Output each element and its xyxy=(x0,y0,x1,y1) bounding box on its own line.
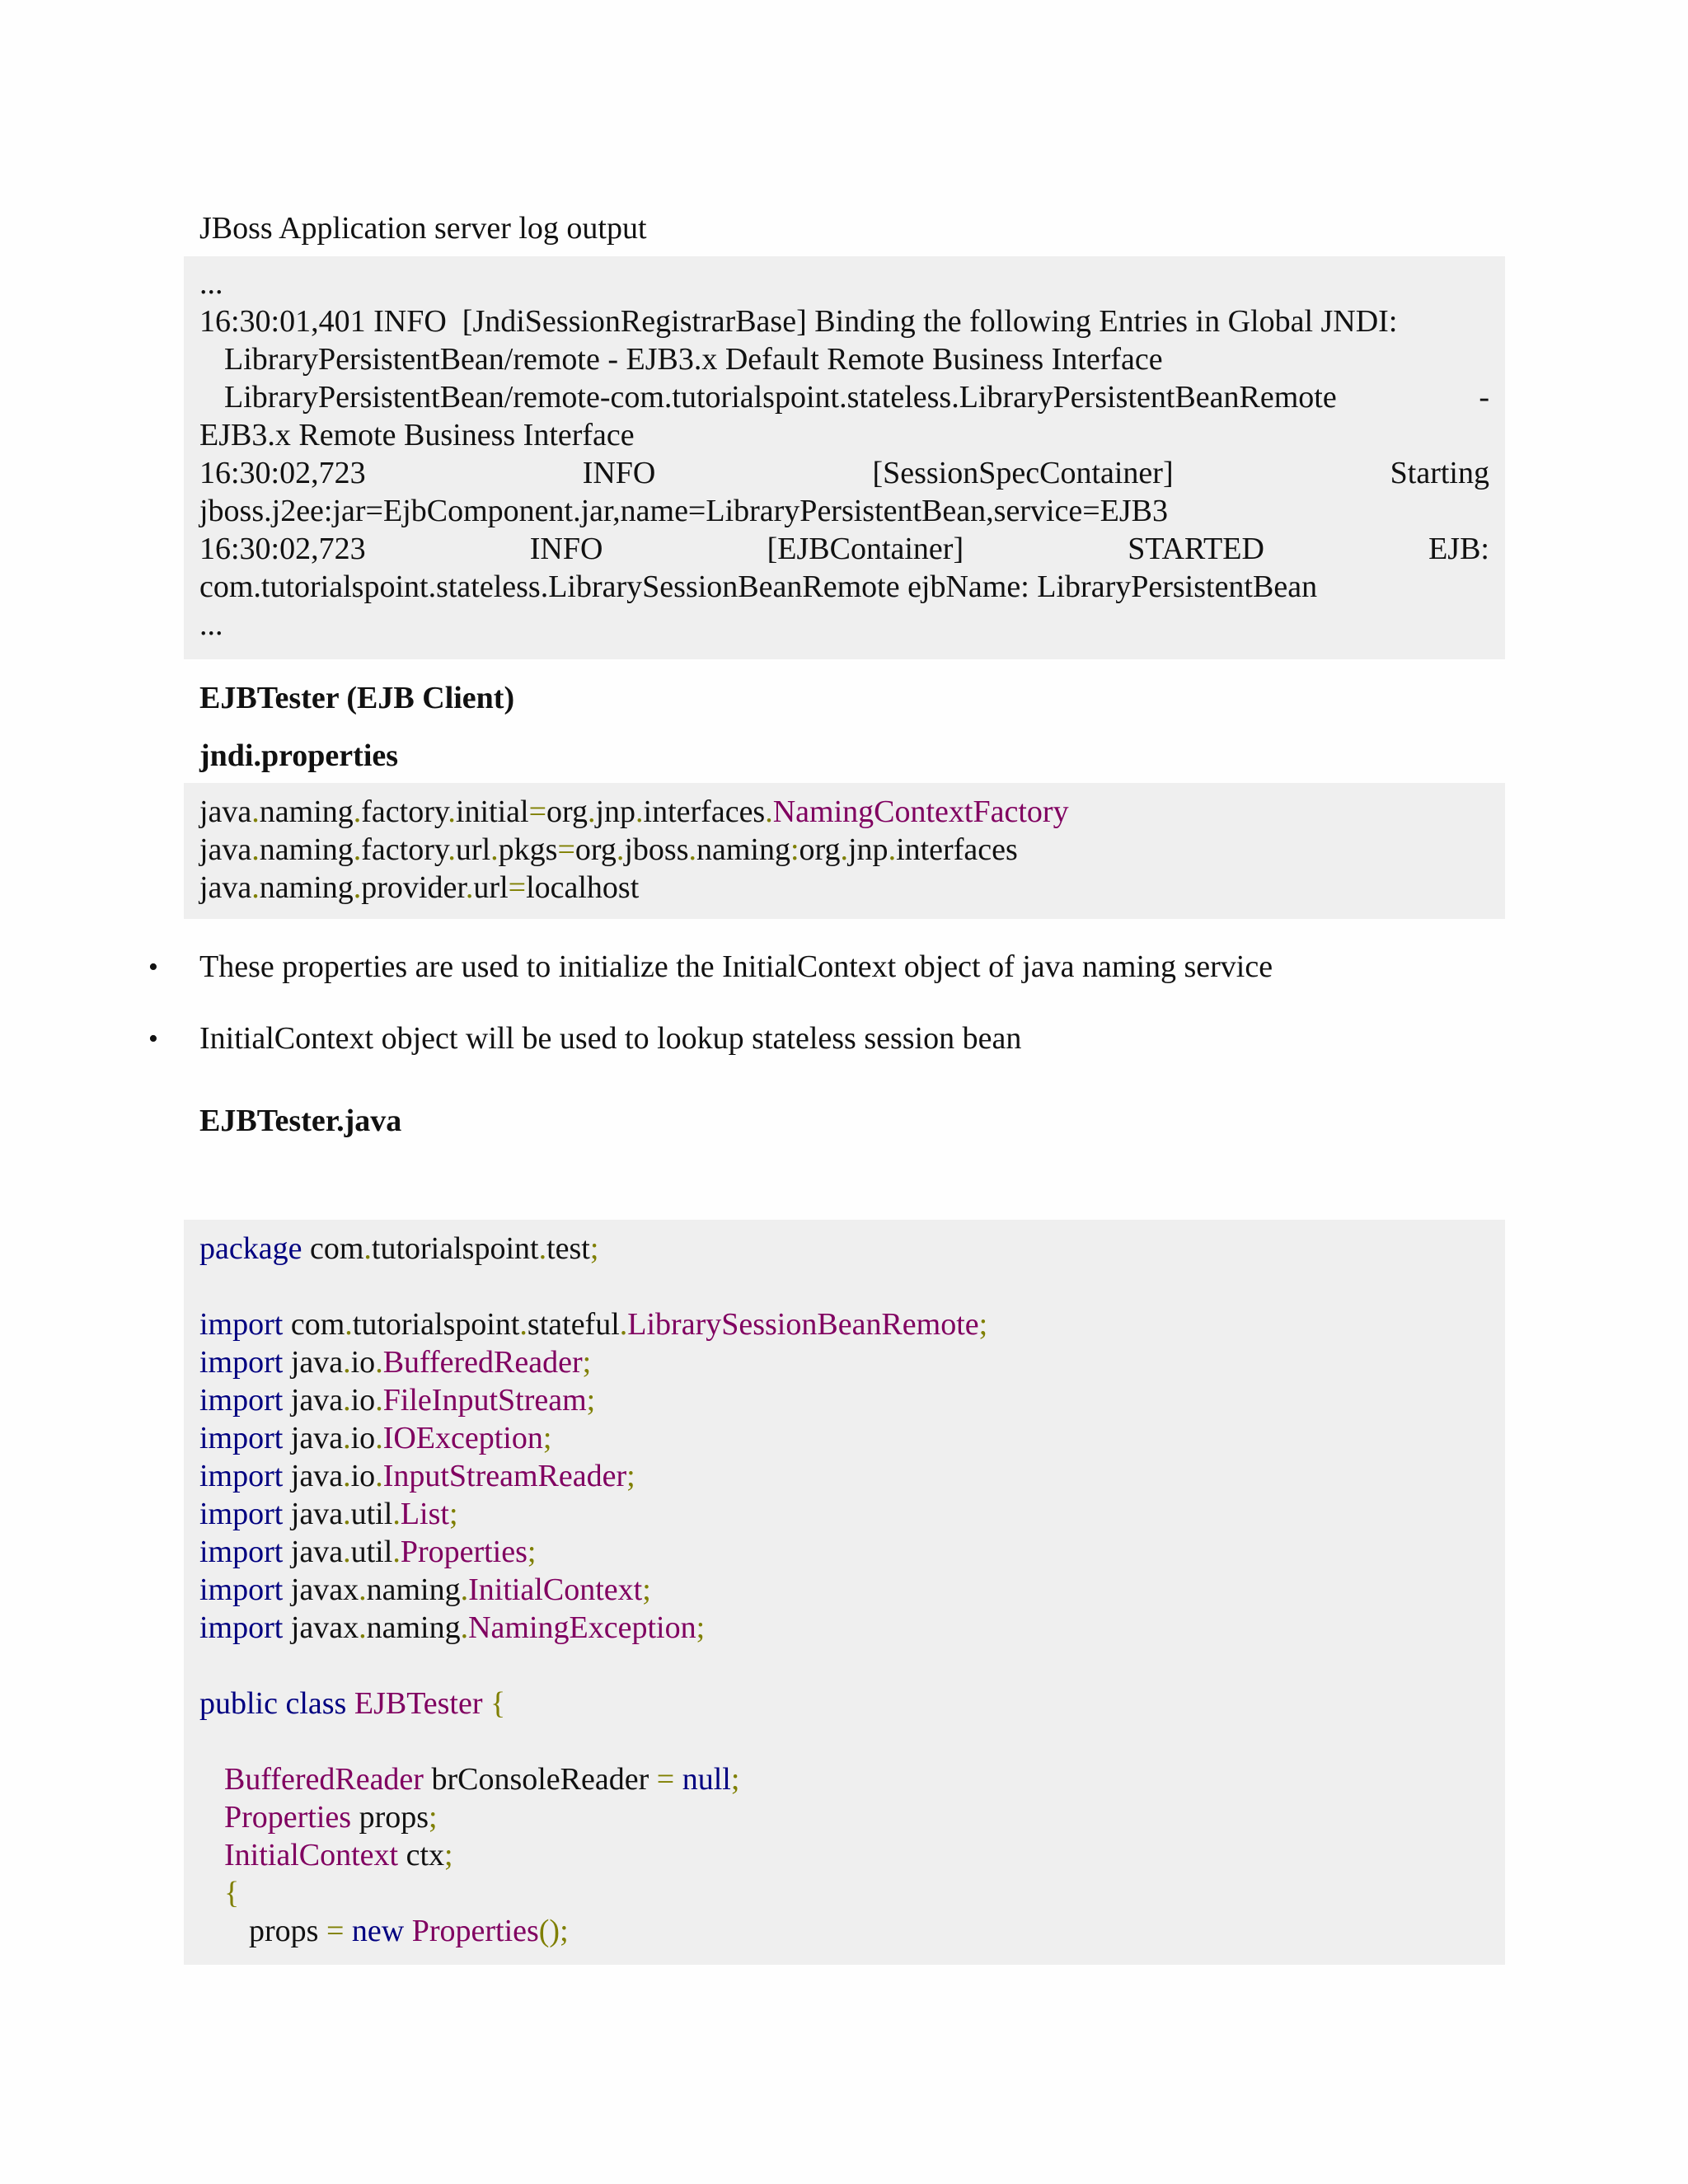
log-title: JBoss Application server log output xyxy=(199,211,647,246)
bullet-marker: • xyxy=(148,1024,158,1054)
code-line: import java.util.List; xyxy=(199,1497,458,1531)
log-line: LibraryPersistentBean/remote-com.tutorialspoint.stateless.LibraryPersistentBeanRemote - xyxy=(224,380,1489,415)
log-line: LibraryPersistentBean/remote - EJB3.x Default Remote Business Interface xyxy=(224,342,1163,377)
log-output-box xyxy=(184,256,1505,659)
log-line: 16:30:01,401 INFO [JndiSessionRegistrarBase] Binding the following Entries in Global JNDI: xyxy=(199,304,1398,339)
log-ellipsis-top: ... xyxy=(199,266,223,301)
bullet-text: These properties are used to initialize the InitialContext object of java naming service xyxy=(199,949,1273,984)
code-line: Properties props; xyxy=(224,1800,438,1835)
code-line: public class EJBTester { xyxy=(199,1686,506,1721)
code-line: import java.io.FileInputStream; xyxy=(199,1383,596,1418)
heading-ejbtester-java: EJBTester.java xyxy=(199,1104,402,1138)
code-box xyxy=(184,1220,1505,1965)
log-line: com.tutorialspoint.stateless.LibrarySessionBeanRemote ejbName: LibraryPersistentBean xyxy=(199,569,1318,604)
log-ellipsis-bottom: ... xyxy=(199,607,223,642)
code-line: import javax.naming.NamingException; xyxy=(199,1610,706,1645)
code-line: import java.util.Properties; xyxy=(199,1535,537,1569)
properties-line: java.naming.factory.url.pkgs=org.jboss.naming:org.jnp.interfaces xyxy=(199,832,1018,867)
code-line: import java.io.BufferedReader; xyxy=(199,1345,592,1380)
code-line: import javax.naming.InitialContext; xyxy=(199,1572,651,1607)
code-line: { xyxy=(224,1876,240,1910)
properties-line: java.naming.provider.url=localhost xyxy=(199,870,640,905)
log-line: 16:30:02,723 INFO [SessionSpecContainer] Starting xyxy=(199,456,1489,490)
code-line: import java.io.IOException; xyxy=(199,1421,552,1455)
code-line: BufferedReader brConsoleReader = null; xyxy=(224,1762,740,1797)
heading-ejb-client: EJBTester (EJB Client) xyxy=(199,681,515,715)
log-line: jboss.j2ee:jar=EjbComponent.jar,name=LibraryPersistentBean,service=EJB3 xyxy=(199,494,1169,528)
properties-line: java.naming.factory.initial=org.jnp.interfaces.NamingContextFactory xyxy=(199,794,1069,829)
bullet-text: InitialContext object will be used to lookup stateless session bean xyxy=(199,1021,1022,1056)
log-line: 16:30:02,723 INFO [EJBContainer] STARTED EJB: xyxy=(199,532,1489,566)
code-line: package com.tutorialspoint.test; xyxy=(199,1231,599,1266)
code-line: props = new Properties(); xyxy=(249,1914,569,1948)
code-line: import com.tutorialspoint.stateful.LibrarySessionBeanRemote; xyxy=(199,1307,988,1342)
bullet-marker: • xyxy=(148,952,158,982)
code-line: InitialContext ctx; xyxy=(224,1838,453,1872)
jndi-properties-box xyxy=(184,783,1505,919)
log-line: EJB3.x Remote Business Interface xyxy=(199,418,635,452)
heading-jndi-properties: jndi.properties xyxy=(199,738,399,773)
code-line: import java.io.InputStreamReader; xyxy=(199,1459,635,1493)
